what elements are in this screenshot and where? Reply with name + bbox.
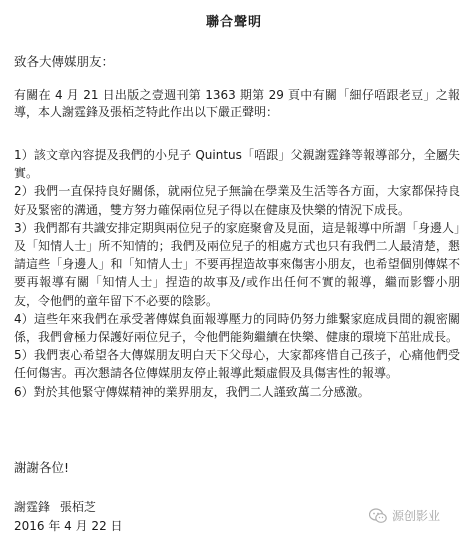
statement-point: 3）我們都有共識安排定期與兩位兒子的家庭聚會及見面，這是報導中所謂「身邊人」及「知情人士」所不知情的；我們及兩位兒子的相處方式也只有我們二人最清楚，懇請這些「身邊人」和「知情人士」不要再捏造故事來傷害小朋友，也希望個別傳媒不要再報導有關「知情人士」捏造的故事及/或作出任何不實的報導，繼而影響小朋友，令他們的童年留下不必要的陰影。 bbox=[14, 220, 460, 308]
statement-point: 4）這些年來我們在承受著傳媒負面報導壓力的同時仍努力維繫家庭成員間的親密關係，我們會極力保護好兩位兒子，令他們能夠繼續在快樂、健康的環境下茁壯成長。 bbox=[14, 311, 460, 345]
statement-date: 2016 年 4 月 22 日 bbox=[14, 519, 123, 533]
statement-point: 5）我們衷心希望各大傳媒朋友明白天下父母心，大家都疼惜自己孩子，心痛他們受任何傷害。再次懇請各位傳媒朋友停止報導此類虛假及具傷害性的報導。 bbox=[14, 348, 460, 381]
watermark-text: 源创影业 bbox=[391, 509, 440, 523]
signatories: 謝霆鋒 張栢芝 bbox=[14, 500, 96, 514]
intro-paragraph: 有關在 4 月 21 日出版之壹週刊第 1363 期第 29 頁中有關「細仔唔跟老豆」之報導，本人謝霆鋒及張栢芝特此作出以下嚴正聲明： bbox=[14, 88, 460, 120]
wechat-icon bbox=[369, 508, 387, 524]
watermark bbox=[369, 507, 440, 524]
closing-thanks: 謝謝各位! bbox=[14, 460, 70, 475]
statement-title: 聯合聲明 bbox=[205, 15, 262, 30]
salutation: 致各大傳媒朋友： bbox=[14, 54, 115, 69]
statement-point: 6）對於其他緊守傳媒精神的業界朋友，我們二人謹致萬二分感激。 bbox=[14, 384, 370, 399]
statement-point: 1）該文章內容提及我們的小兒子 Quintus「唔跟」父親謝霆鋒等報導部分，全屬失實。 bbox=[14, 148, 460, 181]
statement-point: 2）我們一直保持良好關係，就兩位兒子無論在學業及生活等各方面，大家都保持良好及緊密的溝通，雙方努力確保兩位兒子得以在健康及快樂的情況下成長。 bbox=[14, 184, 460, 217]
statement-points bbox=[14, 146, 460, 401]
